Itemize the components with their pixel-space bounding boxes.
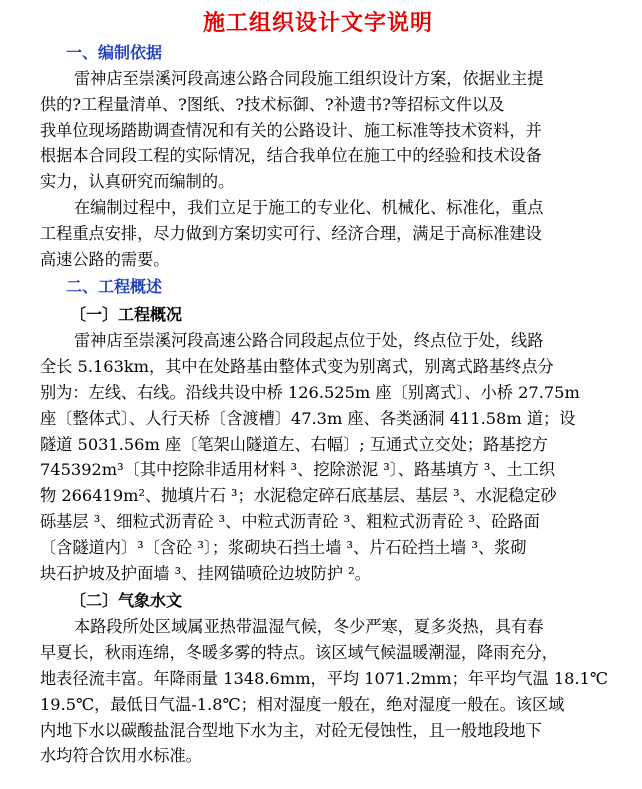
text-line: 工程重点安排，尽力做到方案切实可行、经济合理，满足于高标准建设 [40,223,542,243]
text-line: 物 266419m²、抛填片石 ³；水泥稳定碎石底基层、基层 ³、水泥稳定砂 [40,486,557,506]
text-line: 全长 5.163km，其中在处路基由整体式变为别离式，别离式路基终点分 [40,357,554,377]
text-line: 本路段所处区域属亚热带温湿气候，冬少严寒，夏多炎热，具有春 [74,617,544,637]
text-line: 隧道 5031.56m 座〔笔架山隧道左、右幅〕; 互通式立交处；路基挖方 [40,434,548,454]
text-line: 雷神店至崇溪河段高速公路合同段施工组织设计方案，依据业主提 [74,69,544,88]
text-line: 745392m³〔其中挖除非适用材料 ³、挖除淤泥 ³〕、路基填方 ³、土工织 [40,460,556,480]
paragraph-climate [40,614,609,769]
text-line: 高速公路的需要。 [40,249,170,269]
paragraph-project-overview [40,328,596,586]
text-line: 砾基层 ³、细粒式沥青砼 ³、中粒式沥青砼 ³、粗粒式沥青砼 ³、砼路面 [40,511,540,531]
section-heading-overview: 二、工程概述 [66,277,163,297]
text-line: 座〔整体式〕、人行天桥〔含渡槽〕47.3m 座、各类涵洞 411.58m 道；设 [40,408,576,428]
section-heading-basis: 一、编制依据 [66,43,163,62]
text-line: 别为：左线、右线。沿线共设中桥 126.525m 座〔别离式〕、小桥 27.75m [40,382,580,402]
text-line: 内地下水以碳酸盐混合型地下水为主，对砼无侵蚀性，且一般地段地下 [40,720,542,740]
text-line: 块石护坡及护面墙 ³、挂网锚喷砼边坡防护 ²。 [40,563,371,583]
text-line: 根据本合同段工程的实际情况，结合我单位在施工中的经验和技术设备 [40,146,542,166]
text-line: 地表径流丰富。年降雨量 1348.6mm，平均 1071.2mm；年平均气温 18.1℃ [40,668,609,688]
subsection-heading-project: 〔一〕工程概况 [70,305,183,325]
paragraph-basis-1 [40,66,596,195]
document-page [0,8,642,789]
text-line: 雷神店至崇溪河段高速公路合同段起点位于处，终点位于处，线路 [74,331,544,351]
text-line: 实力，认真研究而编制的。 [40,172,235,192]
text-line: 在编制过程中，我们立足于施工的专业化、机械化、标准化，重点 [74,197,544,217]
document-title: 施工组织设计文字说明 [202,10,433,36]
text-line: 水均符合饮用水标准。 [40,746,202,766]
text-line: 〔含隧道内〕³〔含砼 ³〕；浆砌块石挡土墙 ³、片石砼挡土墙 ³、浆砌 [40,537,527,557]
text-line: 19.5℃，最低日气温-1.8℃；相对湿度一般在，绝对湿度一般在。该区域 [40,694,565,714]
text-line: 我单位现场踏勘调查情况和有关的公路设计、施工标准等技术资料，并 [40,120,542,140]
text-line: 供的?工程量清单、?图纸、?技术标御、?补遗书?等招标文件以及 [40,94,505,114]
text-line: 早夏长，秋雨连绵，冬暖多雾的特点。该区域气候温暖潮湿，降雨充分， [40,643,558,663]
subsection-heading-climate: 〔二〕气象水文 [70,591,183,611]
paragraph-basis-2 [40,195,596,272]
